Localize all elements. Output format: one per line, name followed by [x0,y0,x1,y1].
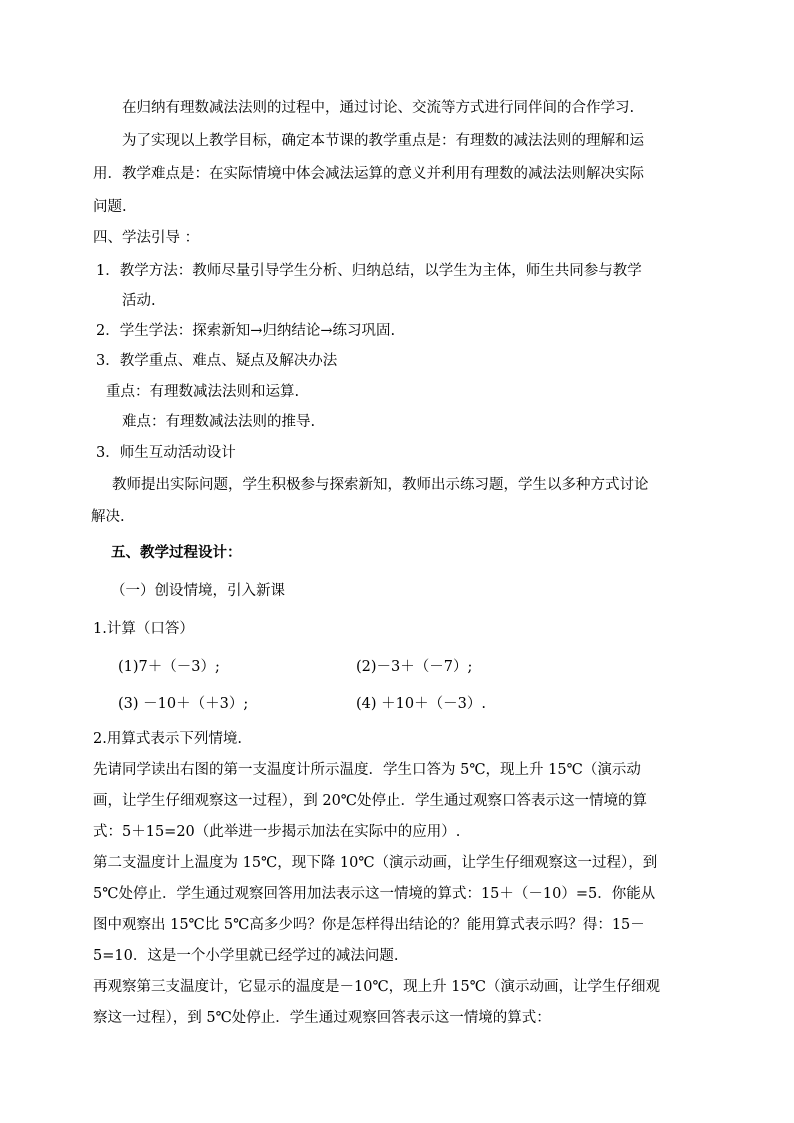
math-item: (2)－3＋（－7）; [356,659,473,675]
paragraph-line: 5℃处停止．学生通过观察回答用加法表示这一情境的算式：15＋（－10）=5．你能从 [93,886,656,902]
subsection-heading: （一）创设情境，引入新课 [111,583,285,599]
paragraph-line: 在归纳有理数减法法则的过程中，通过讨论、交流等方式进行同伴间的合作学习. [122,100,635,116]
paragraph-line: 式：5＋15=20（此举进一步揭示加法在实际中的应用）. [93,824,461,840]
paragraph-line: 图中观察出 15℃比 5℃高多少吗？你是怎样得出结论的？能用算式表示吗？得：15－ [93,917,645,933]
paragraph-line: 重点：有理数减法法则和运算. [106,384,300,400]
paragraph-line: 解决. [91,509,125,525]
paragraph-line: 2.用算式表示下列情境. [93,731,242,747]
paragraph-line: 画，让学生仔细观察这一过程），到 20℃处停止．学生通过观察口答表示这一情境的算 [93,793,648,809]
paragraph-line: 察这一过程），到 5℃处停止．学生通过观察回答表示这一情境的算式： [93,1010,551,1026]
list-item: 2．学生学法：探索新知→归纳结论→练习巩固. [96,323,396,339]
paragraph-line: 先请同学读出右图的第一支温度计所示温度．学生口答为 5℃，现上升 15℃（演示动 [93,762,641,778]
paragraph-line: 第二支温度计上温度为 15℃，现下降 10℃（演示动画，让学生仔细观察这一过程），到 [93,855,658,871]
list-item: 3．教学重点、难点、疑点及解决办法 [96,353,338,369]
list-item: 1．教学方法：教师尽量引导学生分析、归纳总结，以学生为主体，师生共同参与教学 [96,263,642,279]
math-item: (1)7＋（－3）; [118,659,220,675]
paragraph-line: 教师提出实际问题，学生积极参与探索新知，教师出示练习题，学生以多种方式讨论 [112,477,649,493]
paragraph-line: 5=10．这是一个小学里就已经学过的减法问题. [93,948,399,964]
paragraph-line: 问题. [93,199,127,215]
math-item: (3) －10＋（＋3）; [118,696,249,712]
paragraph-line: 再观察第三支温度计，它显示的温度是－10℃，现上升 15℃（演示动画，让学生仔细观 [93,979,660,995]
paragraph-line: 难点：有理数减法法则的推导. [122,414,316,430]
list-item-continuation: 活动. [122,293,156,309]
section-heading: 五、教学过程设计： [111,544,242,561]
list-item: 3．师生互动活动设计 [96,445,236,461]
section-heading: 四、学法引导 ： [93,230,200,246]
paragraph-line: 用．教学难点是：在实际情境中体会减法运算的意义并利用有理数的减法法则解决实际 [93,166,644,182]
paragraph-line: 为了实现以上教学目标，确定本节课的教学重点是：有理数的减法法则的理解和运 [122,133,644,149]
paragraph-line: 1.计算（口答） [93,621,194,637]
math-item: (4) ＋10＋（－3）. [356,696,486,712]
